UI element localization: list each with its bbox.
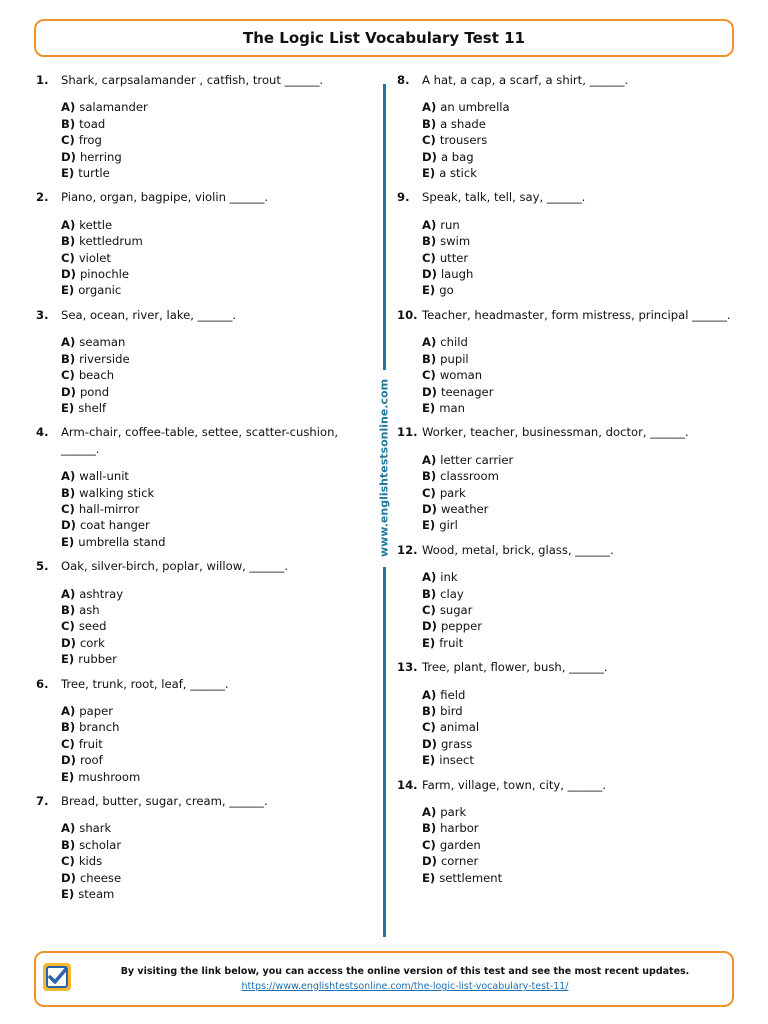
answer-options [61, 703, 376, 785]
option-text: grass [440, 736, 473, 751]
question-text: Sea, ocean, river, lake, ______. [61, 307, 237, 322]
column-divider-bottom [383, 567, 386, 937]
page-title-text: The Logic List Vocabulary Test 11 [243, 29, 525, 47]
answer-options [61, 820, 376, 902]
footer-box [34, 951, 734, 1007]
option-text: mushroom [78, 769, 141, 784]
option-text: harbor [440, 821, 479, 836]
option-letter: A) [422, 570, 437, 585]
option-letter: E) [61, 166, 75, 181]
option-text: sugar [439, 602, 473, 617]
option-text: beach [78, 368, 115, 383]
question-number: 4. [36, 425, 49, 440]
option-text: field [440, 687, 466, 702]
option-text: fruit [439, 635, 464, 650]
answer-option [422, 334, 737, 350]
option-letter: E) [61, 400, 75, 415]
answer-options [422, 687, 737, 769]
option-text: umbrella stand [78, 534, 166, 549]
answer-options [61, 334, 376, 416]
answer-option [422, 719, 737, 735]
answer-option [422, 282, 737, 298]
answer-option [422, 452, 737, 468]
question-item [397, 307, 737, 416]
option-letter: C) [422, 368, 436, 383]
option-letter: B) [422, 116, 437, 131]
question-number: 13. [397, 660, 418, 675]
option-letter: E) [422, 283, 436, 298]
option-letter: C) [422, 133, 436, 148]
option-text: animal [439, 720, 480, 735]
option-letter: C) [422, 720, 436, 735]
answer-options [422, 569, 737, 651]
question-stem [36, 676, 376, 692]
option-text: rubber [78, 652, 117, 667]
question-stem [397, 307, 737, 323]
answer-option [422, 149, 737, 165]
answer-option [422, 517, 737, 533]
question-column-right [397, 72, 737, 894]
question-stem [36, 424, 376, 457]
option-letter: C) [422, 837, 436, 852]
option-text: ink [440, 570, 458, 585]
answer-options [61, 586, 376, 668]
answer-option [61, 820, 376, 836]
answer-option [61, 217, 376, 233]
option-letter: B) [61, 602, 76, 617]
option-text: bird [440, 704, 463, 718]
option-letter: A) [422, 805, 437, 820]
option-letter: B) [61, 720, 76, 735]
option-letter: B) [422, 586, 437, 601]
answer-options [422, 804, 737, 886]
option-letter: E) [61, 887, 75, 902]
answer-option [61, 870, 376, 886]
option-letter: D) [61, 635, 76, 650]
answer-option [61, 886, 376, 902]
answer-options [422, 217, 737, 299]
answer-option [61, 334, 376, 350]
option-letter: C) [61, 736, 75, 751]
option-text: kettle [79, 217, 113, 232]
option-letter: A) [422, 100, 437, 115]
option-text: paper [79, 704, 114, 718]
option-text: a stick [439, 166, 477, 181]
option-letter: B) [61, 837, 76, 852]
answer-option [422, 635, 737, 651]
answer-options [61, 217, 376, 299]
answer-options [422, 99, 737, 181]
question-stem [36, 558, 376, 574]
option-text: pond [79, 384, 110, 399]
option-letter: B) [61, 351, 76, 366]
option-letter: A) [61, 704, 76, 718]
option-text: pinochle [79, 267, 130, 282]
answer-option [422, 99, 737, 115]
option-letter: E) [422, 870, 436, 885]
option-text: run [440, 217, 460, 232]
answer-option [422, 400, 737, 416]
option-letter: E) [422, 400, 436, 415]
question-item [36, 424, 376, 550]
option-text: letter carrier [440, 452, 514, 467]
question-column-left [36, 72, 376, 910]
question-number: 7. [36, 794, 49, 809]
option-letter: E) [61, 283, 75, 298]
answer-option [422, 752, 737, 768]
option-letter: A) [61, 100, 76, 115]
answer-option [422, 820, 737, 836]
question-item [397, 424, 737, 533]
option-letter: D) [422, 384, 437, 399]
answer-option [61, 703, 376, 719]
question-number: 5. [36, 559, 49, 574]
option-letter: C) [61, 250, 75, 265]
option-text: shark [79, 821, 112, 836]
answer-option [61, 351, 376, 367]
option-text: shelf [78, 400, 107, 415]
question-item [397, 542, 737, 651]
answer-option [422, 351, 737, 367]
question-number: 10. [397, 307, 418, 322]
option-text: park [440, 805, 467, 820]
option-text: kids [78, 854, 103, 869]
question-number: 12. [397, 542, 418, 557]
answer-option [61, 736, 376, 752]
question-text: Shark, carpsalamander , catfish, trout ______. [61, 73, 324, 87]
answer-options [61, 99, 376, 181]
question-item [36, 307, 376, 416]
option-letter: B) [422, 469, 437, 484]
option-letter: D) [422, 619, 437, 634]
option-letter: E) [422, 518, 436, 533]
question-text: A hat, a cap, a scarf, a shirt, ______. [422, 73, 629, 87]
option-letter: C) [422, 250, 436, 265]
question-number: 1. [36, 73, 49, 87]
option-letter: A) [61, 335, 76, 350]
option-letter: A) [61, 586, 76, 601]
question-number: 8. [397, 73, 410, 87]
answer-option [61, 752, 376, 768]
option-letter: D) [422, 736, 437, 751]
answer-option [61, 853, 376, 869]
option-text: walking stick [79, 485, 155, 500]
option-text: settlement [439, 870, 503, 885]
option-letter: A) [422, 335, 437, 350]
answer-option [422, 116, 737, 132]
option-letter: C) [422, 602, 436, 617]
option-text: salamander [79, 100, 148, 115]
question-number: 6. [36, 676, 49, 691]
question-text: Arm-chair, coffee-table, settee, scatter-cushion, ______. [61, 425, 339, 456]
option-text: seaman [79, 335, 126, 350]
question-stem [397, 424, 737, 440]
answer-options [422, 334, 737, 416]
option-text: seed [78, 619, 107, 634]
question-number: 2. [36, 190, 49, 205]
answer-option [422, 367, 737, 383]
option-letter: B) [61, 116, 76, 131]
option-text: kettledrum [79, 234, 143, 249]
option-text: clay [440, 586, 464, 601]
answer-option [61, 485, 376, 501]
column-divider-top [383, 84, 386, 370]
question-text: Worker, teacher, businessman, doctor, ______. [422, 425, 689, 440]
question-stem [36, 307, 376, 323]
answer-option [61, 534, 376, 550]
option-text: ash [79, 602, 100, 617]
option-text: roof [79, 753, 103, 768]
answer-option [61, 602, 376, 618]
option-text: man [439, 400, 465, 415]
option-letter: C) [422, 485, 436, 500]
answer-option [422, 853, 737, 869]
option-text: girl [439, 518, 458, 533]
answer-option [422, 266, 737, 282]
answer-option [61, 468, 376, 484]
option-letter: D) [61, 149, 76, 164]
option-text: toad [79, 116, 106, 131]
option-text: hall-mirror [78, 501, 140, 516]
question-number: 9. [397, 190, 410, 205]
option-letter: A) [422, 687, 437, 702]
option-letter: B) [422, 704, 437, 718]
option-letter: E) [61, 534, 75, 549]
option-letter: D) [422, 854, 437, 869]
answer-option [422, 217, 737, 233]
page-title [34, 19, 734, 57]
question-stem [397, 72, 737, 88]
option-letter: B) [422, 821, 437, 836]
question-item [397, 189, 737, 298]
answer-option [61, 586, 376, 602]
answer-options [422, 452, 737, 534]
question-item [36, 189, 376, 298]
question-text: Oak, silver-birch, poplar, willow, ______. [61, 559, 289, 574]
option-text: pupil [440, 351, 469, 366]
option-letter: B) [422, 234, 437, 249]
option-letter: B) [61, 485, 76, 500]
answer-option [422, 485, 737, 501]
answer-option [422, 165, 737, 181]
answer-option [61, 837, 376, 853]
option-text: classroom [440, 469, 499, 484]
option-text: cheese [79, 870, 122, 885]
option-text: violet [78, 250, 111, 265]
question-stem [397, 189, 737, 205]
option-text: an umbrella [440, 100, 510, 115]
option-text: pepper [440, 619, 483, 634]
answer-option [422, 250, 737, 266]
option-text: a bag [440, 149, 474, 164]
question-stem [36, 72, 376, 88]
question-text: Speak, talk, tell, say, ______. [422, 190, 586, 205]
answer-option [61, 651, 376, 667]
option-letter: D) [422, 267, 437, 282]
option-letter: C) [61, 368, 75, 383]
option-letter: A) [422, 217, 437, 232]
question-text: Bread, butter, sugar, cream, ______. [61, 794, 268, 809]
option-text: woman [439, 368, 483, 383]
question-text: Tree, plant, flower, bush, ______. [422, 660, 608, 675]
option-text: a shade [440, 116, 486, 131]
answer-option [61, 400, 376, 416]
option-text: teenager [440, 384, 494, 399]
option-text: coat hanger [79, 518, 150, 533]
question-number: 14. [397, 777, 418, 792]
question-stem [36, 793, 376, 809]
answer-option [422, 804, 737, 820]
question-text: Piano, organ, bagpipe, violin ______. [61, 190, 269, 205]
option-text: organic [78, 283, 122, 298]
answer-option [61, 282, 376, 298]
question-number: 3. [36, 307, 49, 322]
option-text: wall-unit [79, 469, 129, 484]
answer-option [61, 233, 376, 249]
option-letter: E) [61, 769, 75, 784]
answer-option [61, 501, 376, 517]
option-letter: B) [61, 234, 76, 249]
footer-link[interactable]: https://www.englishtestsonline.com/the-logic-list-vocabulary-test-11/ [241, 981, 569, 992]
answer-option [61, 165, 376, 181]
answer-option [61, 266, 376, 282]
answer-option [61, 250, 376, 266]
question-stem [397, 542, 737, 558]
question-number: 11. [397, 425, 418, 440]
option-letter: C) [61, 501, 75, 516]
option-letter: C) [61, 619, 75, 634]
question-item [36, 72, 376, 181]
option-text: park [439, 485, 466, 500]
answer-option [61, 132, 376, 148]
answer-option [61, 618, 376, 634]
answer-option [422, 468, 737, 484]
answer-option [61, 149, 376, 165]
option-letter: D) [61, 870, 76, 885]
option-text: swim [440, 234, 471, 249]
option-text: child [440, 335, 468, 350]
option-letter: C) [61, 133, 75, 148]
question-item [397, 777, 737, 886]
question-item [36, 793, 376, 902]
option-letter: E) [422, 166, 436, 181]
answer-option [422, 384, 737, 400]
question-text: Wood, metal, brick, glass, ______. [422, 542, 614, 557]
option-letter: D) [61, 384, 76, 399]
option-letter: E) [422, 635, 436, 650]
option-text: turtle [78, 166, 110, 181]
answer-option [61, 384, 376, 400]
option-letter: C) [61, 854, 75, 869]
option-letter: A) [61, 469, 76, 484]
option-letter: D) [61, 753, 76, 768]
question-stem [36, 189, 376, 205]
answer-option [422, 687, 737, 703]
option-text: trousers [439, 133, 488, 148]
answer-option [61, 517, 376, 533]
answer-option [422, 736, 737, 752]
answer-option [422, 569, 737, 585]
answer-option [61, 99, 376, 115]
question-item [397, 659, 737, 768]
answer-options [61, 468, 376, 550]
footer-text: By visiting the link below, you can access the online version of this test and see the most recent updates. [120, 966, 690, 977]
option-letter: A) [61, 821, 76, 836]
option-letter: E) [422, 753, 436, 768]
option-letter: D) [422, 149, 437, 164]
option-letter: D) [61, 267, 76, 282]
option-text: branch [79, 720, 120, 735]
answer-option [422, 618, 737, 634]
option-text: garden [439, 837, 481, 852]
question-text: Farm, village, town, city, ______. [422, 777, 607, 792]
answer-option [61, 116, 376, 132]
answer-option [61, 769, 376, 785]
option-text: utter [439, 250, 469, 265]
question-stem [397, 659, 737, 675]
answer-option [422, 501, 737, 517]
option-text: steam [78, 887, 115, 902]
answer-option [422, 233, 737, 249]
option-letter: A) [422, 452, 437, 467]
option-text: fruit [78, 736, 103, 751]
option-text: laugh [440, 267, 474, 282]
answer-option [61, 635, 376, 651]
option-text: ashtray [79, 586, 124, 601]
answer-option [422, 586, 737, 602]
question-text: Teacher, headmaster, form mistress, principal ______. [422, 307, 731, 322]
question-item [397, 72, 737, 181]
question-item [36, 676, 376, 785]
answer-option [422, 837, 737, 853]
checkbox-icon [42, 962, 72, 992]
question-stem [397, 777, 737, 793]
option-text: riverside [79, 351, 130, 366]
option-text: scholar [79, 837, 122, 852]
option-text: herring [79, 149, 122, 164]
option-text: frog [78, 133, 102, 148]
option-text: corner [440, 854, 479, 869]
question-item [36, 558, 376, 667]
option-letter: D) [422, 501, 437, 516]
option-letter: B) [422, 351, 437, 366]
answer-option [422, 132, 737, 148]
option-letter: E) [61, 652, 75, 667]
question-text: Tree, trunk, root, leaf, ______. [61, 676, 229, 691]
answer-option [422, 870, 737, 886]
option-text: go [439, 283, 454, 298]
option-letter: A) [61, 217, 76, 232]
site-url-vertical: www.englishtestsonline.com [377, 378, 391, 558]
option-text: insect [439, 753, 474, 768]
answer-option [61, 367, 376, 383]
option-letter: D) [61, 518, 76, 533]
option-text: cork [79, 635, 105, 650]
answer-option [422, 602, 737, 618]
option-text: weather [440, 501, 489, 516]
answer-option [422, 703, 737, 719]
answer-option [61, 719, 376, 735]
